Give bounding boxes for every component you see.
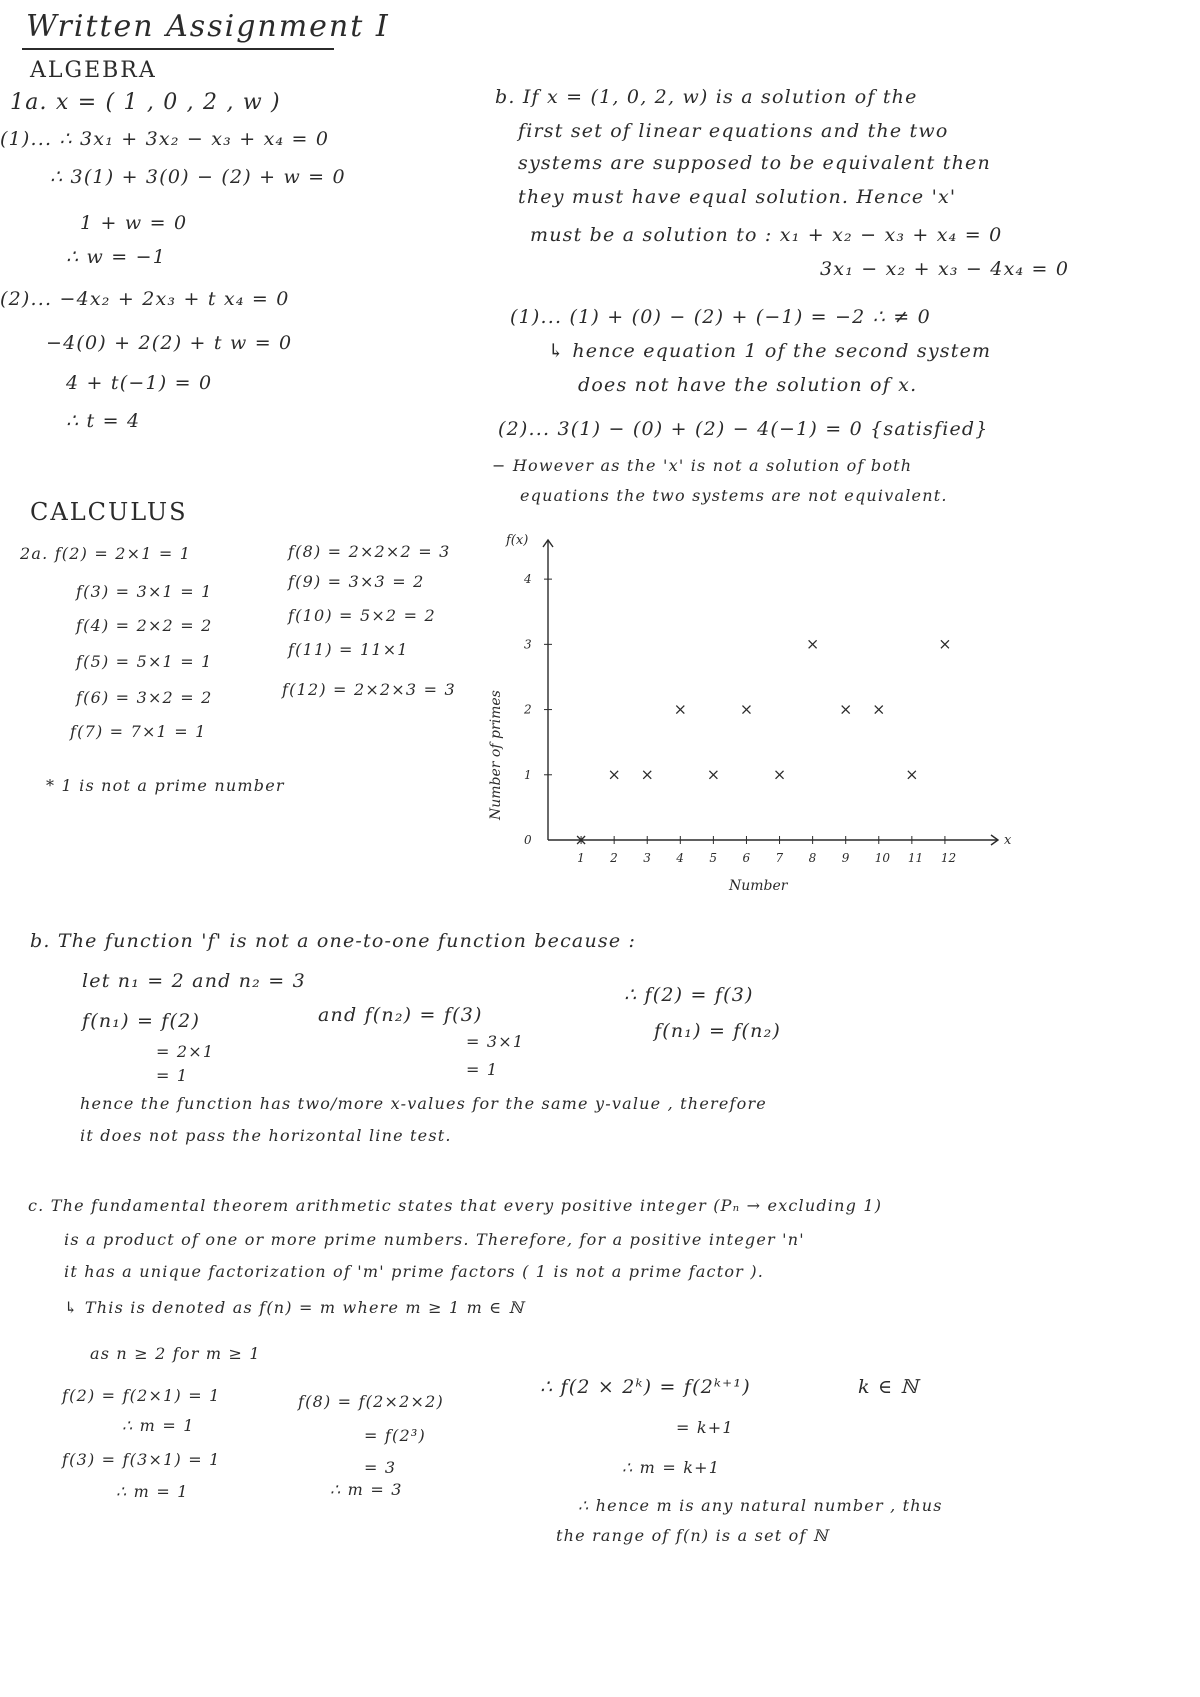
algebra-a-line: ∴ t = 4	[66, 410, 141, 432]
calculus-b-line: b. The function 'f' is not a one-to-one function because :	[30, 930, 637, 952]
x-tick-label: 8	[808, 851, 817, 865]
calculus-c-line: ∴ hence m is any natural number , thus	[578, 1496, 943, 1515]
x-axis-title: Number	[729, 878, 788, 894]
calculus-c-line: it has a unique factorization of 'm' prime factors ( 1 is not a prime factor ).	[64, 1262, 765, 1281]
x-tick-label: 7	[775, 851, 784, 865]
calculus-a-right-line: f(8) = 2×2×2 = 3	[288, 542, 451, 561]
algebra-b-line: first set of linear equations and the two	[518, 120, 949, 142]
calculus-c-line: as n ≥ 2 for m ≥ 1	[90, 1344, 261, 1363]
algebra-b-line: 3x₁ − x₂ + x₃ − 4x₄ = 0	[820, 258, 1070, 280]
calculus-heading: CALCULUS	[30, 498, 188, 526]
calculus-c-line: f(8) = f(2×2×2)	[298, 1392, 444, 1411]
calculus-b-line: it does not pass the horizontal line test.	[80, 1126, 452, 1145]
x-tick-label: 12	[940, 851, 957, 865]
algebra-b-line: must be a solution to : x₁ + x₂ − x₃ + x₄ = 0	[530, 224, 1003, 246]
calculus-b-line: ∴ f(2) = f(3)	[624, 984, 754, 1006]
y-axis-top-label: f(x)	[506, 533, 529, 548]
x-axis-end-label: x	[1004, 833, 1012, 848]
calculus-c-line: ∴ m = 1	[116, 1482, 189, 1501]
calculus-a-left-line: f(3) = 3×1 = 1	[76, 582, 213, 601]
calculus-a-right-line: f(12) = 2×2×3 = 3	[282, 680, 456, 699]
algebra-a-line: 1a. x = ( 1 , 0 , 2 , w )	[10, 90, 281, 115]
x-tick-label: 10	[874, 851, 891, 865]
calculus-b-line: = 1	[156, 1066, 189, 1085]
data-point	[875, 706, 883, 714]
algebra-b-line: − However as the 'x' is not a solution of both	[492, 456, 913, 475]
algebra-a-line: ∴ w = −1	[66, 246, 166, 268]
calculus-b-line: f(n₁) = f(2)	[82, 1010, 201, 1032]
calculus-a-right-line: f(11) = 11×1	[288, 640, 409, 659]
algebra-a-line: (2)... −4x₂ + 2x₃ + t x₄ = 0	[0, 288, 290, 310]
algebra-b-line: (2)... 3(1) − (0) + (2) − 4(−1) = 0 {satisfied}	[498, 418, 989, 440]
calculus-c-line: the range of f(n) is a set of ℕ	[556, 1526, 829, 1545]
calculus-c-line: = 3	[364, 1458, 397, 1477]
algebra-heading: ALGEBRA	[30, 58, 157, 83]
title-underline	[22, 48, 334, 50]
data-point	[908, 771, 916, 779]
calculus-a-left-line: f(7) = 7×1 = 1	[70, 722, 207, 741]
chart-plot-area	[488, 533, 1012, 894]
page-title: Written Assignment I	[26, 9, 390, 44]
calculus-a-note: * 1 is not a prime number	[46, 776, 285, 795]
calculus-c-line: k ∈ ℕ	[858, 1376, 920, 1398]
calculus-c-line: ∴ m = 3	[330, 1480, 403, 1499]
y-tick-label: 3	[524, 637, 532, 652]
data-point	[809, 640, 817, 648]
data-point	[776, 771, 784, 779]
data-point	[842, 706, 850, 714]
data-point	[941, 640, 949, 648]
x-tick-label: 5	[709, 851, 718, 865]
calculus-b-line: hence the function has two/more x-values for the same y-value , therefore	[80, 1094, 767, 1113]
calculus-c-line: c. The fundamental theorem arithmetic states that every positive integer (Pₙ → excluding 1)	[28, 1196, 883, 1215]
y-tick-label: 2	[524, 702, 532, 717]
y-axis-title: Number of primes	[488, 690, 504, 820]
y-tick-label: 1	[524, 767, 532, 782]
algebra-b-line: ↳ hence equation 1 of the second system	[548, 340, 992, 362]
algebra-a-line: (1)... ∴ 3x₁ + 3x₂ − x₃ + x₄ = 0	[0, 128, 330, 150]
data-point	[742, 706, 750, 714]
calculus-c-line: ∴ m = 1	[122, 1416, 195, 1435]
x-tick-label: 11	[907, 851, 924, 865]
calculus-b-line: f(n₁) = f(n₂)	[654, 1020, 782, 1042]
algebra-b-line: (1)... (1) + (0) − (2) + (−1) = −2 ∴ ≠ 0	[510, 306, 931, 328]
primes-scatter-chart	[470, 530, 1030, 910]
algebra-a-line: 4 + t(−1) = 0	[66, 372, 213, 394]
calculus-c-line: f(3) = f(3×1) = 1	[62, 1450, 221, 1469]
x-tick-label: 9	[841, 851, 850, 865]
calculus-b-line: and f(n₂) = f(3)	[318, 1004, 483, 1026]
data-point	[610, 771, 618, 779]
calculus-c-line: = f(2³)	[364, 1426, 426, 1445]
calculus-b-line: let n₁ = 2 and n₂ = 3	[82, 970, 306, 992]
calculus-c-line: is a product of one or more prime numbers. Therefore, for a positive integer 'n'	[64, 1230, 805, 1249]
x-tick-label: 2	[610, 851, 618, 865]
x-tick-label: 4	[676, 851, 684, 865]
algebra-b-line: does not have the solution of x.	[578, 374, 918, 396]
calculus-c-line: ∴ f(2 × 2ᵏ) = f(2ᵏ⁺¹)	[540, 1376, 751, 1398]
calculus-c-line: = k+1	[676, 1418, 734, 1437]
calculus-b-line: = 3×1	[466, 1032, 525, 1051]
calculus-a-right-line: f(9) = 3×3 = 2	[288, 572, 425, 591]
calculus-a-right-line: f(10) = 5×2 = 2	[288, 606, 436, 625]
calculus-b-line: = 1	[466, 1060, 499, 1079]
y-tick-label: 4	[524, 572, 532, 587]
x-tick-label: 6	[742, 851, 751, 865]
data-point	[676, 706, 684, 714]
algebra-a-line: −4(0) + 2(2) + t w = 0	[46, 332, 293, 354]
calculus-a-left-line: f(4) = 2×2 = 2	[76, 616, 213, 635]
algebra-b-line: b. If x = (1, 0, 2, w) is a solution of the	[495, 86, 918, 108]
algebra-b-line: systems are supposed to be equivalent then	[518, 152, 991, 174]
x-tick-label: 3	[643, 851, 651, 865]
y-tick-label: 0	[524, 833, 532, 847]
data-point	[643, 771, 651, 779]
calculus-c-line: f(2) = f(2×1) = 1	[62, 1386, 221, 1405]
algebra-a-line: 1 + w = 0	[80, 212, 188, 234]
calculus-a-left-line: f(5) = 5×1 = 1	[76, 652, 213, 671]
algebra-b-line: equations the two systems are not equivalent.	[520, 486, 948, 505]
data-point	[709, 771, 717, 779]
algebra-b-line: they must have equal solution. Hence 'x'	[518, 186, 957, 208]
calculus-c-line: ∴ m = k+1	[622, 1458, 721, 1477]
calculus-a-left-line: f(6) = 3×2 = 2	[76, 688, 213, 707]
x-tick-label: 1	[577, 851, 585, 865]
calculus-b-line: = 2×1	[156, 1042, 215, 1061]
calculus-a-left-line: 2a. f(2) = 2×1 = 1	[20, 544, 192, 563]
algebra-a-line: ∴ 3(1) + 3(0) − (2) + w = 0	[50, 166, 346, 188]
calculus-c-line: ↳ This is denoted as f(n) = m where m ≥ 1 m ∈ ℕ	[64, 1298, 525, 1317]
